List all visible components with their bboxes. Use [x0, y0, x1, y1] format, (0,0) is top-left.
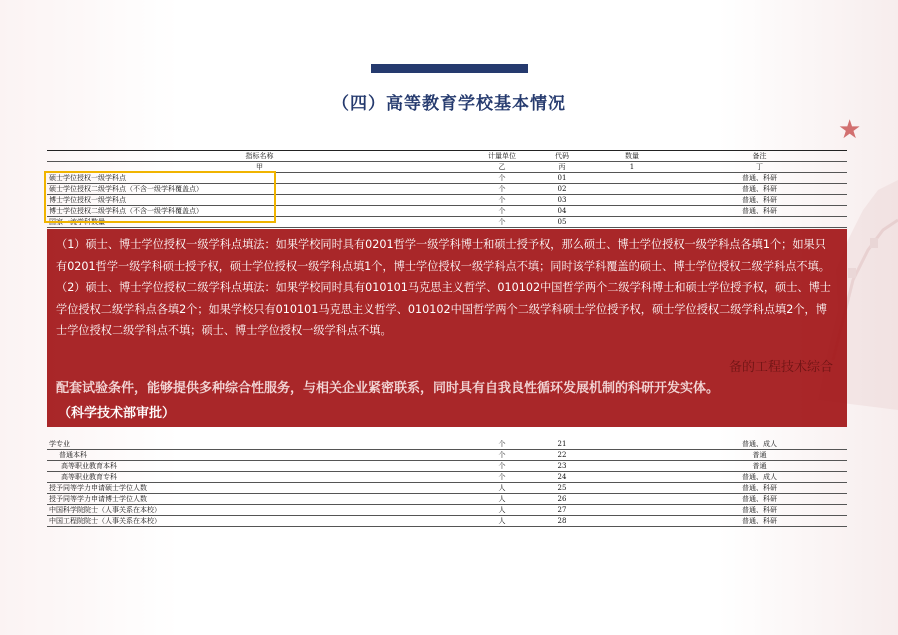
- indicator-quantity: [592, 217, 672, 228]
- indicator-unit: 人: [472, 516, 532, 527]
- indicator-unit: 个: [472, 195, 532, 206]
- indicator-name: 授予同等学力申请硕士学位人数: [47, 483, 472, 494]
- indicator-unit: 个: [472, 472, 532, 483]
- indicator-name: 普通本科: [47, 450, 472, 461]
- table-row: [47, 483, 847, 494]
- indicator-note: 普通: [672, 461, 847, 472]
- indicator-quantity: [592, 483, 672, 494]
- column-header-name: 指标名称: [47, 151, 472, 162]
- column-header-note: 备注: [672, 151, 847, 162]
- indicator-code: 02: [532, 184, 592, 195]
- indicator-quantity: [592, 472, 672, 483]
- indicator-note: 普通、科研: [672, 505, 847, 516]
- indicator-quantity: [592, 173, 672, 184]
- table-row: [47, 439, 847, 450]
- indicator-note: 普通、科研: [672, 173, 847, 184]
- indicator-note: 普通、成人: [672, 472, 847, 483]
- indicator-quantity: [592, 195, 672, 206]
- indicator-code: 24: [532, 472, 592, 483]
- indicator-note: [672, 217, 847, 228]
- indicator-quantity: [592, 461, 672, 472]
- indicator-note: 普通、成人: [672, 439, 847, 450]
- indicator-code: 21: [532, 439, 592, 450]
- indicator-unit: 个: [472, 450, 532, 461]
- indicator-quantity: [592, 505, 672, 516]
- table-cell: 丙: [532, 162, 592, 173]
- indicator-quantity: [592, 184, 672, 195]
- table-cell: 乙: [472, 162, 532, 173]
- column-header-quantity: 数量: [592, 151, 672, 162]
- page-title: （四）高等教育学校基本情况: [332, 94, 566, 114]
- approval-label: （科学技术部审批）: [58, 406, 176, 421]
- table-row: [47, 505, 847, 516]
- indicator-unit: 个: [472, 461, 532, 472]
- indicator-code: 04: [532, 206, 592, 217]
- indicator-name: 高等职业教育本科: [47, 461, 472, 472]
- indicator-quantity: [592, 450, 672, 461]
- indicator-code: 27: [532, 505, 592, 516]
- indicator-name: 中国科学院院士（人事关系在本校）: [47, 505, 472, 516]
- indicator-name: 中国工程院院士（人事关系在本校）: [47, 516, 472, 527]
- indicator-unit: 个: [472, 439, 532, 450]
- indicator-note: 普通、科研: [672, 195, 847, 206]
- indicator-name: 硕士学位授权一级学科点: [47, 173, 472, 184]
- definition-text: 配套试验条件，能够提供多种综合性服务，与相关企业紧密联系，同时具有自我良性循环发展机制的科研开发实体。: [56, 381, 720, 396]
- indicator-note: 普通: [672, 450, 847, 461]
- indicator-code: 25: [532, 483, 592, 494]
- indicator-unit: 个: [472, 184, 532, 195]
- column-header-code: 代码: [532, 151, 592, 162]
- indicator-note: 普通、科研: [672, 516, 847, 527]
- table-row: [47, 516, 847, 527]
- table-cell: 丁: [672, 162, 847, 173]
- indicator-code: 22: [532, 450, 592, 461]
- indicator-name: 博士学位授权一级学科点: [47, 195, 472, 206]
- indicator-note: 普通、科研: [672, 483, 847, 494]
- indicator-note: 普通、科研: [672, 494, 847, 505]
- indicator-quantity: [592, 494, 672, 505]
- indicator-name: 国家一流学科数量: [47, 217, 472, 228]
- indicator-note: 普通、科研: [672, 206, 847, 217]
- table-cell: 甲: [47, 162, 472, 173]
- indicator-quantity: [592, 516, 672, 527]
- indicator-name: 学专业: [47, 439, 472, 450]
- star-icon: ★: [838, 115, 862, 145]
- indicator-name: 授予同等学力申请博士学位人数: [47, 494, 472, 505]
- indicator-code: 01: [532, 173, 592, 184]
- indicator-name: 硕士学位授权二级学科点（不含一级学科覆盖点）: [47, 184, 472, 195]
- indicator-code: 23: [532, 461, 592, 472]
- table-header-row: [47, 151, 847, 162]
- indicator-code: 03: [532, 195, 592, 206]
- table-row: [47, 450, 847, 461]
- indicator-unit: 个: [472, 173, 532, 184]
- table-row: [47, 494, 847, 505]
- table-row: [47, 461, 847, 472]
- table-row: [47, 472, 847, 483]
- column-header-unit: 计量单位: [472, 151, 532, 162]
- table-cell: 1: [592, 162, 672, 173]
- indicator-code: 05: [532, 217, 592, 228]
- indicator-name: 博士学位授权二级学科点（不含一级学科覆盖点）: [47, 206, 472, 217]
- title-accent-bar: [371, 64, 528, 73]
- note-paragraph-1: （1）硕士、博士学位授权一级学科点填法：如果学校同时具有0201哲学一级学科博士和硕士授予权，那么硕士、博士学位授权一级学科点各填1个；如果只有0201哲学一级学科硕士授予权，硕士学位授权一级学科点填1个，博士学位授权一级学科点不填；同时该学科覆盖的硕士、博士学位授权二级学科点不填。: [56, 238, 830, 273]
- note-paragraph-2: （2）硕士、博士学位授权二级学科点填法：如果学校同时具有010101马克思主义哲学、010102中国哲学两个二级学科博士和硕士学位授予权，硕士、博士学位授权二级学科点各填2个；如果学校只有010101马克思主义哲学、010102中国哲学两个二级学科硕士学位授予权，硕士学位授权二级学科点填2个，博士学位授权二级学科点不填；硕士、博士学位授权一级学科点不填。: [56, 281, 831, 338]
- indicator-unit: 个: [472, 217, 532, 228]
- indicator-code: 28: [532, 516, 592, 527]
- notes-text: [56, 234, 836, 342]
- indicator-name: 高等职业教育专科: [47, 472, 472, 483]
- highlight-box: [44, 171, 276, 223]
- indicator-code: 26: [532, 494, 592, 505]
- faint-background-text: 备的工程技术综合: [728, 360, 833, 375]
- indicator-unit: 人: [472, 483, 532, 494]
- indicator-unit: 个: [472, 206, 532, 217]
- indicator-quantity: [592, 206, 672, 217]
- indicator-unit: 人: [472, 505, 532, 516]
- indicator-note: 普通、科研: [672, 184, 847, 195]
- indicator-unit: 人: [472, 494, 532, 505]
- indicator-quantity: [592, 439, 672, 450]
